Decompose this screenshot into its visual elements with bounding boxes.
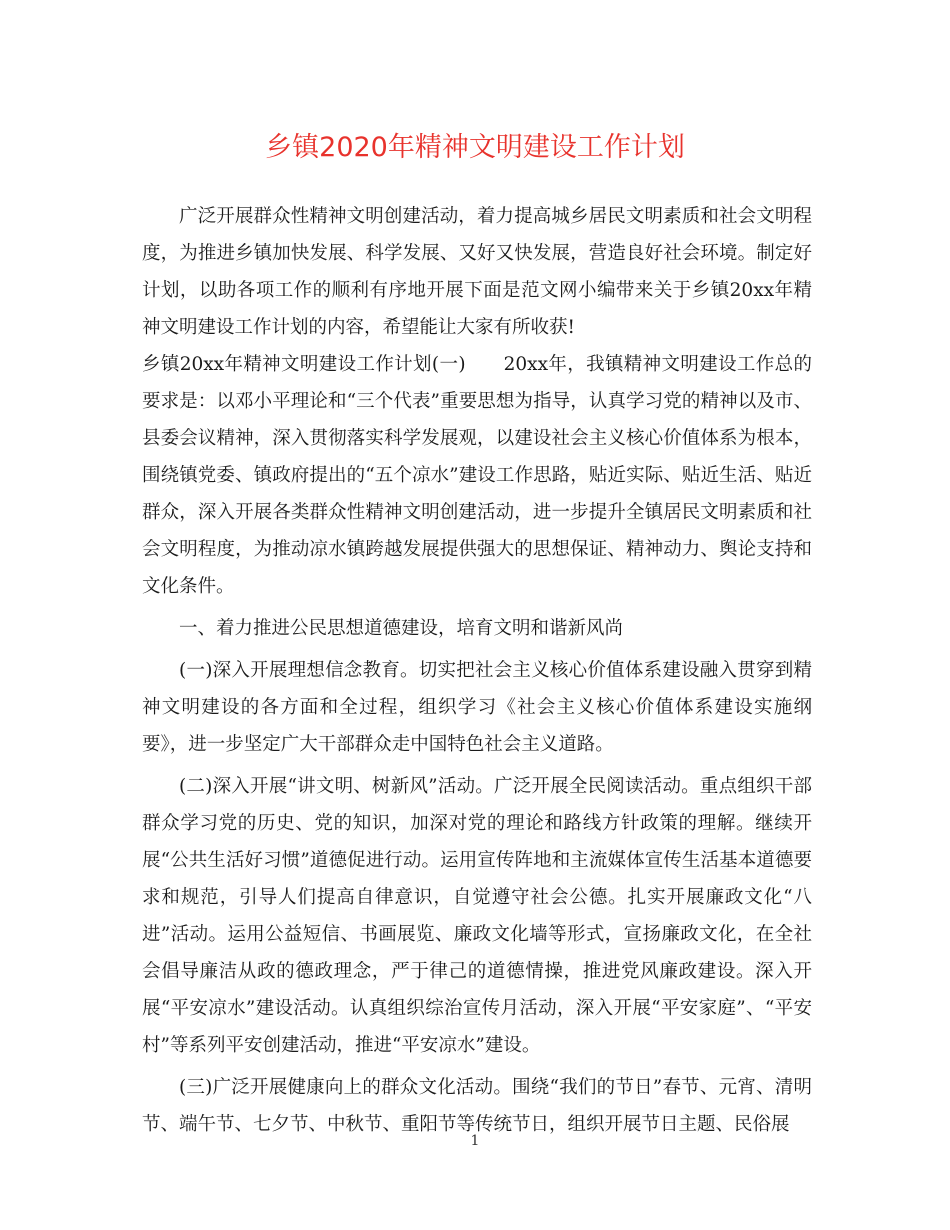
document-body [142,198,812,1143]
paragraph-section-one-heading: 一、着力推进公民思想道德建设，培育文明和谐新风尚 [179,618,624,639]
paragraph-intro: 广泛开展群众性精神文明创建活动，着力提高城乡居民文明素质和社会文明程度，为推进乡镇加快发展、科学发展、又好又快发展，营造良好社会环境。制定好计划，以助各项工作的顺利有序地开展下面是范文网小编带来关于乡镇20xx年精神文明建设工作计划的内容，希望能让大家有所收获! [142,206,812,338]
page-number: 1 [470,1133,480,1149]
paragraph-item-two: (二)深入开展“讲文明、树新风”活动。广泛开展全民阅读活动。重点组织干部群众学习党的历史、党的知识，加深对党的理论和路线方针政策的理解。继续开展“公共生活好习惯”道德促进行动。运用宣传阵地和主流媒体宣传生活基本道德要求和规范，引导人们提高自律意识，自觉遵守社会公德。扎实开展廉政文化“八进”活动。运用公益短信、书画展览、廉政文化墙等形式，宣扬廉政文化，在全社会倡导廉洁从政的德政理念，严于律己的道德情操，推进党风廉政建设。深入开展“平安凉水”建设活动。认真组织综治宣传月活动，深入开展“平安家庭”、“平安村”等系列平安创建活动，推进“平安凉水”建设。 [142,776,812,1056]
paragraph-item-three: (三)广泛开展健康向上的群众文化活动。围绕“我们的节日”春节、元宵、清明节、端午节、七夕节、中秋节、重阳节等传统节日，组织开展节日主题、民俗展 [142,1077,812,1135]
paragraph-item-one: (一)深入开展理想信念教育。切实把社会主义核心价值体系建设融入贯穿到精神文明建设的各方面和全过程，组织学习《社会主义核心价值体系建设实施纲要》，进一步坚定广大干部群众走中国特色社会主义道路。 [142,660,812,755]
document-title: 乡镇2020年精神文明建设工作计划 [265,132,685,163]
paragraph-plan-one: 乡镇20xx年精神文明建设工作计划(一) 20xx年，我镇精神文明建设工作总的要求是：以邓小平理论和“三个代表”重要思想为指导，认真学习党的精神以及市、县委会议精神，深入贯彻落实科学发展观，以建设社会主义核心价值体系为根本，围绕镇党委、镇政府提出的“五个凉水”建设工作思路，贴近实际、贴近生活、贴近群众，深入开展各类群众性精神文明创建活动，进一步提升全镇居民文明素质和社会文明程度，为推动凉水镇跨越发展提供强大的思想保证、精神动力、舆论支持和文化条件。 [142,354,812,597]
